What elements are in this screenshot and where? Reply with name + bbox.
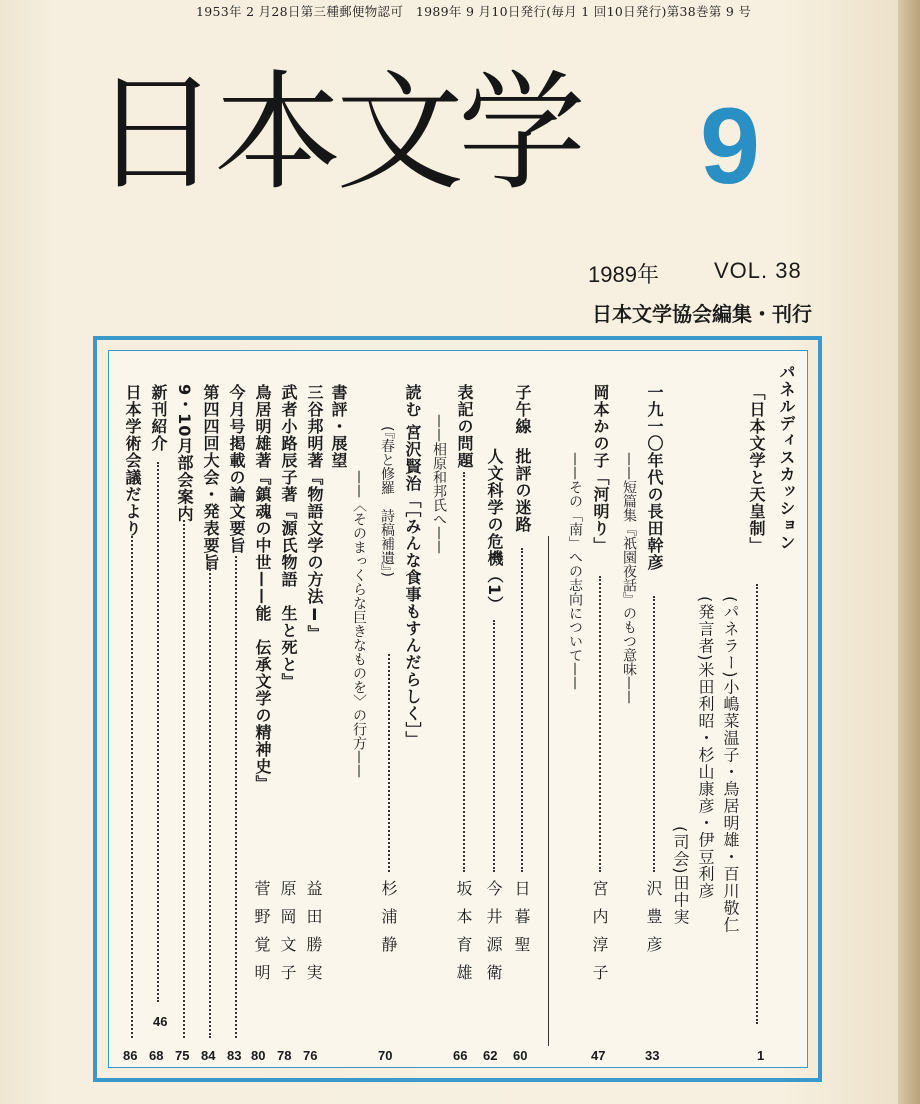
- publisher-line: 日本文学協会編集・刊行: [592, 302, 812, 326]
- journal-title: 日本文学: [92, 59, 581, 208]
- leader-dots: [131, 536, 133, 1038]
- column-author: 今井源衛: [484, 880, 503, 992]
- speakers: (発言者)米田利昭・杉山康彦・伊豆利彦: [696, 596, 715, 900]
- page-number: 33: [645, 1048, 660, 1063]
- page-number: 83: [227, 1048, 242, 1063]
- review-author: 益田勝実: [304, 880, 323, 992]
- leader-dots: [388, 654, 390, 872]
- page-number: 75: [175, 1048, 190, 1063]
- article-subtitle: ——短篇集『祇園夜話』のもつ意味——: [621, 452, 637, 704]
- panel-title: 「日本文学と天皇制」: [747, 384, 766, 554]
- moderator: (司会)田中実: [671, 826, 690, 926]
- panel-heading: パネルディスカッション: [777, 364, 796, 551]
- yomu-subtitle: ——〈そのまっくらな巨きなものを〉の行方——: [351, 470, 367, 778]
- volume-label: VOL. 38: [714, 258, 802, 283]
- article-author: 坂本育雄: [454, 880, 473, 992]
- column-title: 人文科学の危機（1）: [485, 448, 504, 614]
- page-number: 78: [277, 1048, 292, 1063]
- panelists: (パネラー)小嶋菜温子・鳥居明雄・百川敬仁: [721, 596, 740, 934]
- page-number: 66: [453, 1048, 468, 1063]
- article-subtitle: ——その「南」への志向について——: [567, 452, 583, 690]
- page-number: 76: [303, 1048, 318, 1063]
- article-title: 一九一〇年代の長田幹彦: [645, 384, 664, 571]
- article-author: 沢豊彦: [644, 880, 663, 964]
- article-author: 杉浦静: [379, 880, 398, 964]
- article-title: 岡本かの子「河明り」: [591, 384, 610, 554]
- leader-dots: [209, 562, 211, 1038]
- page-number: 86: [123, 1048, 138, 1063]
- page-number: 68: [149, 1048, 164, 1063]
- page-number: 60: [513, 1048, 528, 1063]
- column-author: 日暮聖: [512, 880, 531, 964]
- section-label: 読む: [403, 384, 422, 418]
- leader-dots: [157, 462, 159, 1002]
- page-number: 70: [378, 1048, 393, 1063]
- leader-dots: [599, 576, 601, 872]
- yomu-title: 宮沢賢治「［みんな食事もすんだらしく］」: [403, 424, 422, 748]
- review-entry: 三谷邦明著『物語文学の方法Ⅰ』: [305, 384, 324, 642]
- yomu-subtitle: (『春と修羅 詩稿補遺』): [379, 426, 395, 577]
- review-entry: 武者小路辰子著『源氏物語 生と死と』: [279, 384, 298, 690]
- page-number: 84: [201, 1048, 216, 1063]
- page-edge: [898, 0, 920, 1104]
- leader-dots: [183, 520, 185, 1038]
- leader-dots: [463, 472, 465, 872]
- page-number: 1: [757, 1048, 765, 1063]
- leader-dots: [653, 596, 655, 872]
- review-author: 原岡文子: [278, 880, 297, 992]
- review-entry: 鳥居明雄著『鎮魂の中世——能 伝承文学の精神史』: [253, 384, 272, 792]
- misc-entry: 新刊紹介: [149, 384, 168, 452]
- leader-dots: [493, 620, 495, 872]
- review-author: 菅野覚明: [252, 880, 271, 992]
- misc-entry: 第四四回大会・発表要旨: [201, 384, 220, 571]
- column-title: 批評の迷路: [513, 448, 532, 533]
- article-subtitle: ——相原和邦氏へ——: [431, 414, 447, 554]
- issue-number: 9: [700, 85, 761, 206]
- misc-entry: 今月号掲載の論文要旨: [227, 384, 246, 554]
- page-number: 80: [251, 1048, 266, 1063]
- leader-dots: [521, 548, 523, 872]
- misc-entry: 日本学術会議だより: [123, 384, 142, 537]
- page-number: 62: [483, 1048, 498, 1063]
- article-author: 宮内淳子: [590, 880, 609, 992]
- page-number: 47: [591, 1048, 606, 1063]
- section-label: 書評・展望: [329, 384, 348, 469]
- page-number: 46: [153, 1014, 168, 1029]
- postal-line: 1953年 2 月28日第三種郵便物認可 1989年 9 月10日発行(毎月 1 回10日発行)第38巻第 9 号: [196, 4, 752, 19]
- issue-year: 1989年: [588, 262, 659, 287]
- misc-entry: 9・10月部会案内: [175, 384, 194, 523]
- leader-dots: [756, 584, 758, 1024]
- section-divider: [548, 536, 549, 1046]
- leader-dots: [235, 556, 237, 1038]
- section-label: 子午線: [513, 384, 532, 435]
- article-title: 表記の問題: [455, 384, 474, 469]
